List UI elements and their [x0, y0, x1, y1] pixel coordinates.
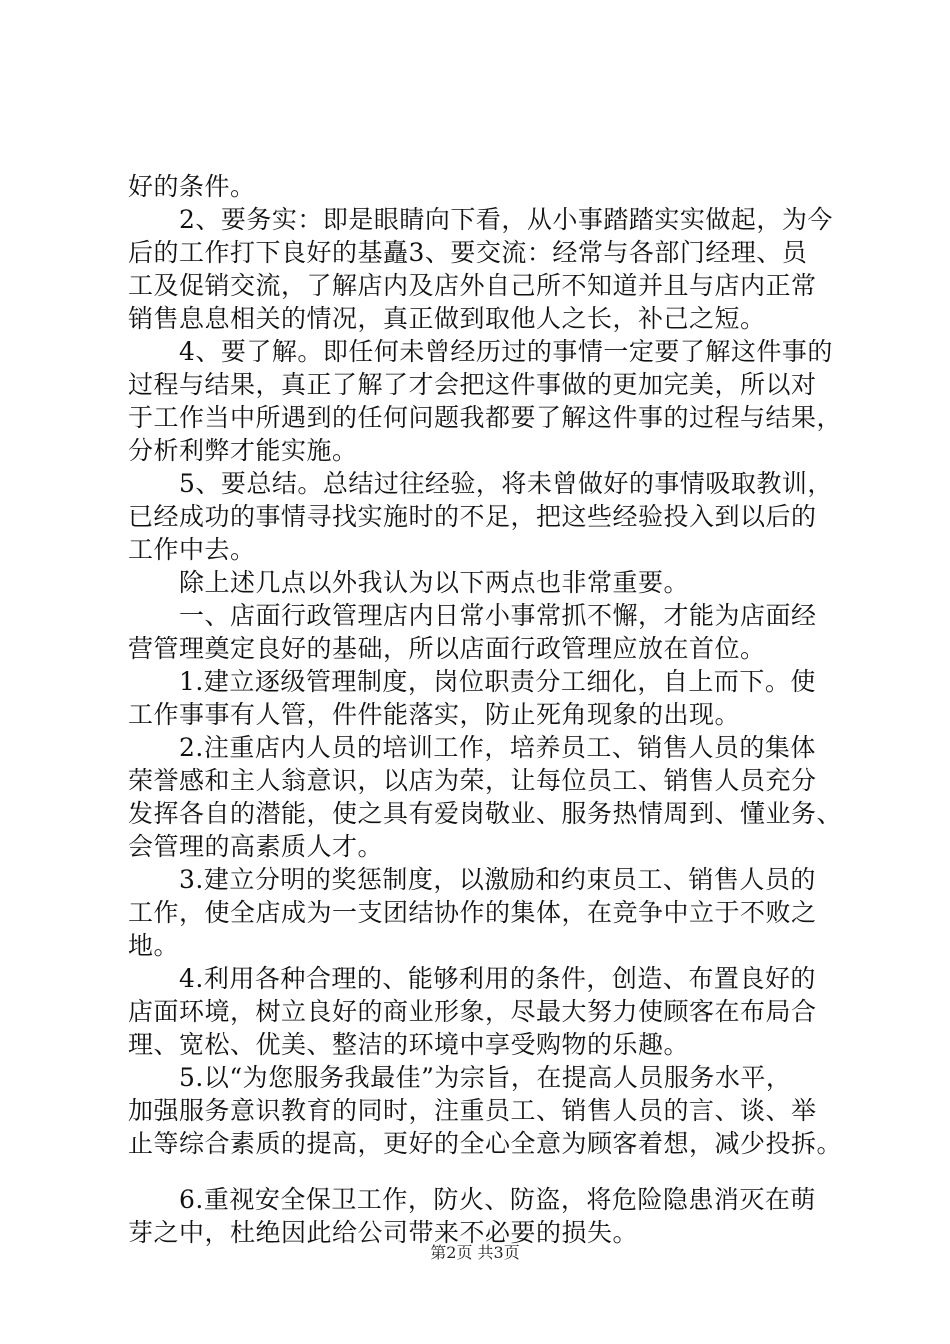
text-line: 3.建立分明的奖惩制度，以激励和约束员工、销售人员的 — [128, 865, 816, 894]
text-line: 销售息息相关的情况，真正做到取他人之长，补己之短。 — [128, 304, 766, 333]
text-line: 工及促销交流，了解店内及店外自己所不知道并且与店内正常 — [128, 271, 817, 300]
text-line: 6.重视安全保卫工作，防火、防盗，将危险隐患消灭在萌 — [128, 1185, 816, 1214]
text-line: 营管理奠定良好的基础，所以店面行政管理应放在首位。 — [128, 634, 766, 663]
text-line: 好的条件。 — [128, 172, 256, 201]
text-line: 工作事事有人管，件件能落实，防止死角现象的出现。 — [128, 700, 741, 729]
text-line: 芽之中，杜绝因此给公司带来不必要的损失。 — [128, 1218, 639, 1247]
text-line: 4.利用各种合理的、能够利用的条件，创造、布置良好的 — [128, 964, 816, 993]
text-line: 除上述几点以外我认为以下两点也非常重要。 — [128, 568, 690, 597]
text-line: 已经成功的事情寻找实施时的不足，把这些经验投入到以后的 — [128, 502, 817, 531]
text-line: 5.以“为您服务我最佳”为宗旨，在提高人员服务水平， — [128, 1063, 792, 1092]
text-line: 理、宽松、优美、整洁的环境中享受购物的乐趣。 — [128, 1030, 690, 1059]
text-line: 一、店面行政管理店内日常小事常抓不懈，才能为店面经 — [128, 601, 817, 630]
text-line: 地。 — [128, 931, 180, 960]
text-line: 工作，使全店成为一支团结协作的集体，在竞争中立于不败之 — [128, 898, 817, 927]
text-line: 加强服务意识教育的同时，注重员工、销售人员的言、谈、举 — [128, 1096, 817, 1125]
text-line: 2、要务实：即是眼睛向下看，从小事踏踏实实做起，为今 — [128, 205, 833, 234]
text-line: 5、要总结。总结过往经验，将未曾做好的事情吸取教训， — [128, 469, 833, 498]
text-line: 止等综合素质的提高，更好的全心全意为顾客着想，减少投拆。 — [128, 1129, 843, 1158]
text-line: 工作中去。 — [128, 535, 256, 564]
text-line: 荣誉感和主人翁意识，以店为荣，让每位员工、销售人员充分 — [128, 766, 817, 795]
text-line: 1.建立逐级管理制度，岗位职责分工细化，自上而下。使 — [128, 667, 816, 696]
text-line: 过程与结果，真正了解了才会把这件事做的更加完美，所以对 — [128, 370, 817, 399]
page-number-footer: 第2页 共3页 — [430, 1243, 520, 1262]
text-line: 于工作当中所遇到的任何问题我都要了解这件事的过程与结果， — [128, 403, 843, 432]
text-line: 分析利弊才能实施。 — [128, 436, 358, 465]
text-line: 会管理的高素质人才。 — [128, 832, 384, 861]
text-line: 4、要了解。即任何未曾经历过的事情一定要了解这件事的 — [128, 337, 833, 366]
text-line: 2.注重店内人员的培训工作，培养员工、销售人员的集体 — [128, 733, 816, 762]
text-line: 后的工作打下良好的基矗3、要交流：经常与各部门经理、员 — [128, 238, 808, 267]
text-line: 店面环境，树立良好的商业形象，尽最大努力使顾客在布局合 — [128, 997, 817, 1026]
text-line: 发挥各自的潜能，使之具有爱岗敬业、服务热情周到、懂业务、 — [128, 799, 843, 828]
